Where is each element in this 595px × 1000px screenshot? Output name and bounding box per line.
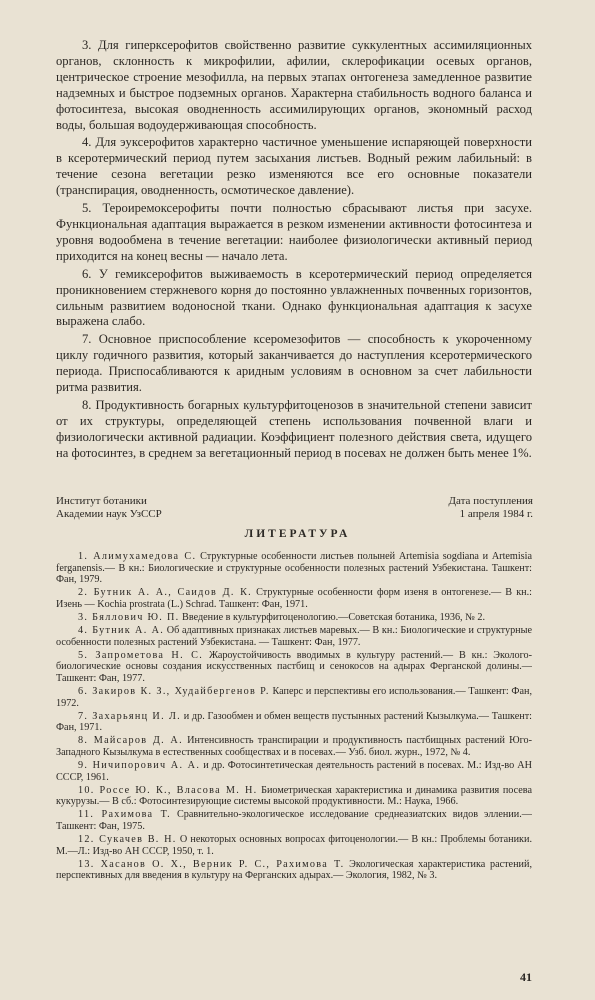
literature-heading: ЛИТЕРАТУРА [244, 528, 351, 540]
paragraph-3: 3. Для гиперксерофитов свойственно развитие суккулентных ассимиляционных органов, склонность к микрофилии, афилии, склерофикации осевых органов, центрическое строение мезофилла, на первых этапах онтогенеза замедленное развитие надземных и быстрое подземных органов. Характерна стабильность водного баланса и фотосинтеза, высокая оводненность ассимилирующих органов, экономный расход воды, большая водоудерживающая способность. [56, 38, 532, 132]
reference-item [56, 650, 532, 685]
paragraph-4: 4. Для эуксерофитов характерно частичное уменьшение испаряющей поверхности в ксеротермический период путем засыхания листьев. Водный режим лабильный: в течение сезона вегетации резко изменяются все его основные показатели (транспирация, оводненность, осмотическое давление). [56, 135, 532, 198]
reference-item [56, 625, 532, 648]
reference-author: 7. Захарьянц И. Л. [78, 710, 182, 722]
reference-item [56, 587, 532, 610]
reference-text: Структурные особенности листьев полыней Artemisia sogdiana и Artemisia ferganensis.— В кн.: Биологические и структурные особенности полезных растений Узбекистана. Ташкент: Фан, 1979. [56, 551, 532, 586]
paragraph-6: 6. У гемиксерофитов выживаемость в ксеротермический период определяется проникновением стержневого корня до постоянно увлажненных почвенных горизонтов, сильным развитием водоносной ткани. Однако функциональная адаптация к засухе выражена слабо. [56, 266, 532, 329]
reference-text: и др. Газообмен и обмен веществ пустынных растений Кызылкума.— Ташкент: Фан, 1971. [56, 710, 533, 734]
body-text [56, 38, 532, 464]
reference-item [56, 551, 532, 586]
reference-author: 10. Россе Ю. К., Власова М. Н. [78, 784, 258, 796]
reference-text: Биометрическая характеристика и динамика развития посева кукурузы.— В сб.: Фотосинтезирующие системы высокой продуктивности. М.: Наука, 1966. [56, 784, 533, 808]
reference-author: 5. Запрометова Н. С. [78, 649, 204, 661]
reference-author: 4. Бутник А. А. [78, 625, 165, 637]
received-line-1: Дата поступления [448, 495, 533, 507]
reference-text: Об адаптивных признаках листьев маревых.— В кн.: Биологические и структурные особенности полезных растений Узбекистана. — Ташкент: Фан, 1977. [56, 625, 532, 648]
institute-line-1: Институт ботаники [56, 495, 147, 507]
reference-author: 2. Бутник А. А., Саидов Д. К. [78, 587, 253, 599]
reference-text: Каперс и перспективы его использования.— Ташкент: Фан, 1972. [56, 686, 532, 709]
reference-item [56, 809, 532, 832]
reference-author: 11. Рахимова Т. [78, 809, 171, 821]
reference-author: 6. Закиров К. З., Худайбергенов Р. [78, 686, 270, 698]
reference-author: 9. Ничипорович А. А. [78, 760, 201, 772]
reference-text: Экологическая характеристика растений, перспективных для введения в культуру на Ферганских адырах.— Экология, 1982, № 3. [56, 858, 532, 882]
reference-author: 1. Алимухамедова С. [78, 551, 197, 562]
reference-item [56, 735, 532, 758]
paragraph-7: 7. Основное приспособление ксеромезофитов — способность к укороченному циклу годичного развития, который заканчивается до наступления ксеротермического периода. Приспосабливаются к аридным условиям в основном за счет лабильности ритма развития. [56, 332, 532, 395]
reference-item [56, 760, 532, 783]
reference-author: 8. Майсаров Д. А. [78, 735, 183, 747]
reference-text: и др. Фотосинтетическая деятельность растений в посевах. М.: Изд-во АН СССР, 1961. [56, 760, 532, 783]
received-date [449, 495, 533, 520]
page-number: 41 [520, 970, 532, 984]
paragraph-8: 8. Продуктивность богарных культурфитоценозов в значительной степени зависит от их структуры, определяющей степень использования почвенной влаги и физиологически активной радиации. Коэффициент полезного действия света, идущего на фотосинтез, в среднем за вегетационный период в посевах не должен быть менее 1%. [56, 397, 532, 460]
reference-item [56, 834, 532, 857]
reference-text: Интенсивность транспирации и продуктивность пастбищных растений Юго-Западного Кызылкума в естественных сообществах и в посевах.— Узб. биол. журн., 1972, № 4. [56, 735, 532, 758]
reference-text: Жароустойчивость вводимых в культуру растений.— В кн.: Эколого-биологические основы создания искусственных пастбищ и сенокосов на адырах Ферганской долины.— Ташкент: Фан, 1977. [56, 649, 533, 684]
reference-item [56, 612, 532, 624]
reference-text: Сравнительно-экологическое исследование среднеазиатских видов эллении.— Ташкент: Фан, 1975. [56, 809, 532, 833]
reference-author: 12. Сукачев В. Н. [78, 834, 177, 846]
reference-text: О некоторых основных вопросах фитоценологии.— В кн.: Проблемы ботаники. М.—Л.: Изд-во АН СССР, 1950, т. 1. [56, 834, 532, 857]
reference-item [56, 859, 532, 882]
reference-text: Введение в культурфитоценологию.—Советская ботаника, 1936, № 2. [179, 611, 486, 623]
reference-item [56, 711, 532, 734]
received-line-2: 1 апреля 1984 г. [459, 507, 533, 520]
reference-item [56, 785, 532, 808]
reference-author: 3. Бяллович Ю. П. [78, 611, 180, 623]
reference-item [56, 686, 532, 709]
institute-affiliation [56, 495, 162, 520]
reference-text: Структурные особенности форм изеня в онтогенезе.— В кн.: Изень — Kochia prostrata (L.) Schrad. Ташкент: Фан, 1971. [56, 587, 532, 610]
paragraph-5: 5. Тероиремоксерофиты почти полностью сбрасывают листья при засухе. Функциональная адаптация выражается в резком изменении активности фотосинтеза и уровня водообмена в течение вегетации: наиболее физиологически активный период приходится на конец весны — начало лета. [56, 201, 532, 263]
reference-author: 13. Хасанов О. Х., Верник Р. С., Рахимова Т. [78, 858, 345, 870]
institute-line-2: Академии наук УзССР [56, 507, 162, 520]
reference-list [56, 551, 532, 884]
